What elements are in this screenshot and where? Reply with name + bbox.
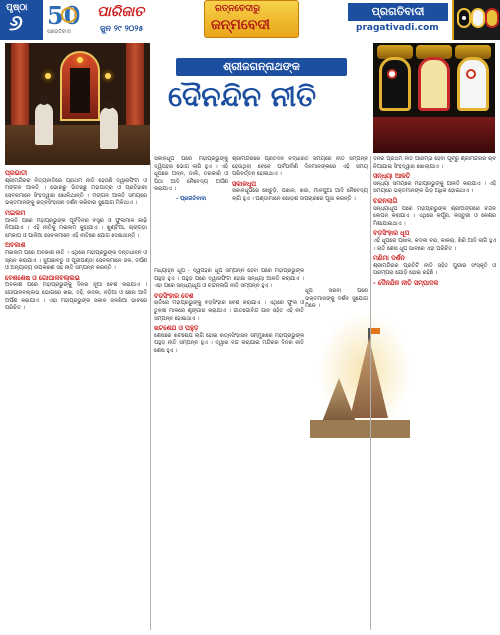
headline-kicker: ଶ୍ରୀଜଗନ୍ନାଥଙ୍କ (176, 58, 347, 76)
paragraph: ଶ୍ରୀମନ୍ଦିରର ନିତ୍ୟନୀତିରେ ପ୍ରଥମ ନୀତି ହେଉଛି ଦ୍ୱାରଫିଟା ଓ ମଙ୍ଗଳ ଆଳତି । ଭୋରରୁ ଭିତରଛୁ ମହାପାତ୍ର ଓ ପ୍ରତିହାରୀ ସେବକମାନେ ସିଂହଦ୍ୱାର ଖୋଲିଥାନ୍ତି । ମଙ୍ଗଳ ଆଳତି ସମୟରେ ଭକ୍ତମାନଙ୍କୁ ରତ୍ନସିଂହାସନ ଦର୍ଶନ କରିବାର ସୁଯୋଗ ମିଳିଥାଏ । (5, 177, 147, 207)
byline: - ଦୈନନ୍ଦିନ ନୀତି ସମ୍ପାଦକ (373, 278, 439, 287)
anniversary-logo (47, 2, 91, 38)
page-label: ପୃଷ୍ଠା (6, 3, 28, 13)
subheading: ପ୍ରଭାତୀ (5, 169, 28, 177)
page-number: ୬ (9, 11, 23, 36)
paragraph: ସନ୍ଧ୍ୟାଧୂପ ପରେ ମହାପ୍ରଭୁଙ୍କ ଶ୍ରୀଅଙ୍ଗରେ ଚନ୍ଦନ ଲେପନ କରାଯାଏ । ଏଥିରେ କର୍ପୂର, କସ୍ତୁରୀ ଓ କେଶର ମିଶାଯାଇଥାଏ । (373, 205, 496, 227)
deity-header-image (452, 0, 500, 40)
paragraph: ସନ୍ଧ୍ୟା ସମୟରେ ମହାପ୍ରଭୁଙ୍କୁ ଆଳତି କରାଯାଏ । ଏହି ସମୟରେ ଭକ୍ତମାନଙ୍କ ଭିଡ଼ ଅଧିକ ହୋଇଥାଏ । (373, 180, 496, 195)
temple-ritual-photo (5, 43, 150, 165)
article-column-3-bottom (305, 288, 368, 343)
subheading: ସକାଳଧୂପ (232, 179, 257, 188)
byline: - ପ୍ରଗତିବାଦୀ (175, 195, 206, 202)
article-column-2 (154, 268, 304, 630)
website-url[interactable]: pragativadi.com (356, 23, 439, 33)
paragraph: ଶ୍ରୀମନ୍ଦିରରେ ପ୍ରତିଦିନ ନିର୍ଦ୍ଧାରିତ ସମୟରେ ନୀତି ସମ୍ପନ୍ନ ହେଉଥିବା ବେଳେ ପର୍ବପର୍ବାଣି ଦିନମାନଙ୍କରେ ଏହି ସମୟ ପରିବର୍ତ୍ତନ ହୋଇଥାଏ । (232, 156, 368, 178)
subheading: ଚନ୍ଦନଲାଗି (373, 196, 398, 205)
brand-logo[interactable]: ପ୍ରଗତିବାଦୀ (348, 3, 448, 21)
subheading: ସନ୍ଧ୍ୟା ଆଳତି (373, 172, 411, 181)
banner-line2: ଜନ୍ମବେଦୀ (211, 17, 271, 33)
page-header (0, 0, 500, 40)
article-column-4 (373, 156, 496, 630)
issue-date: ଜୁନ ୨୯ ୨୦୨୫ (100, 24, 144, 33)
subheading: ମଣିମା ଦର୍ଶନ (373, 254, 405, 263)
subhadra-icon (485, 8, 499, 28)
paragraph: ଏହି ଧୂପରେ ପଖାଳ, କଦଳୀ ବରା, କାକରା, ଖିରି ଆଦି ଲାଗି ହୁଏ । ରାତି ଶେଷ ଧୂପ ଭାବରେ ଏହା ପରିଚିତ । (373, 237, 496, 252)
anniversary-number: 50 (47, 1, 81, 30)
paragraph: ମଇଲମ ପରେ ଅବକାଶ ନୀତି । ଏଥିରେ ମହାପ୍ରଭୁଙ୍କ ଦନ୍ତଧାବନ ଓ ସ୍ନାନ କରାଯାଏ । ସୁଆରବଡୁ ଓ ପୂଜାପଣ୍ଡା ସେବକମାନେ ଜଳ, ଦର୍ପଣ ଓ ଅନ୍ୟାନ୍ୟ ଉପକରଣ ସହ ନୀତି ସମ୍ପନ୍ନ କରନ୍ତି । (5, 249, 147, 272)
paragraph: ଆଳତି ପରେ ମହାପ୍ରଭୁଙ୍କ ପୂର୍ବଦିନର ବସ୍ତ୍ର ଓ ଫୁଲମାଳ କାଢ଼ି ନିଆଯାଏ । ଏହି ନୀତିକୁ ମଇଲମ କୁହାଯାଏ । ଖୁଣ୍ଟିଆ, ଚାଙ୍ଗଡ଼ା ମେକାପ ଓ ପାଳିଆ ସେବକମାନେ ଏହି ନୀତିରେ ଯୋଗ ଦେଇଥାନ୍ତି । (5, 217, 147, 239)
article-column-3 (232, 156, 368, 288)
anniversary-ring-icon (61, 7, 77, 23)
paragraph: ଶ୍ରୀମନ୍ଦିରର ପ୍ରତିଟି ନୀତି ସହିତ ପୁରୀର ସଂସ୍କୃତି ଓ ପରମ୍ପରା ଯୋଡ଼ି ହୋଇ ରହିଛି । (373, 262, 496, 277)
banner-line1: ରତ୍ନବେଦୀରୁ (215, 4, 261, 14)
page-number-box (0, 0, 43, 40)
jagannath-icon (457, 8, 471, 28)
paragraph: ସକାଳଧୂପ ପରେ ମହାପ୍ରଭୁଙ୍କୁ ଦ୍ୱିପହର ଭୋଗ ଲାଗି ହୁଏ । ଏହି ଧୂପରେ ଅନ୍ନ, ଡାଲି, ତରକାରି ଓ ପିଠା ଆଦି ନୈବେଦ୍ୟ ଅର୍ପଣ କରାଯାଏ । (154, 156, 228, 193)
anniversary-sub: ପ୍ରଗତିବାଦୀ (47, 29, 72, 35)
paragraph: ସକାଳଧୂପରେ ଖେଚୁଡ଼ି, ପଖାଳ, ଖଜା, ମାଳପୁଆ ଆଦି ନୈବେଦ୍ୟ ଲାଗି ହୁଏ । ପଣ୍ଡାମାନେ ଷୋଡ଼ଶ ଉପଚାରରେ ପୂଜା କରନ୍ତି । (232, 188, 368, 202)
paragraph: ରାତିରେ ମହାପ୍ରଭୁଙ୍କୁ ବଡ଼ସିଂହାର ବେଶ କରାଯାଏ । ଏଥିରେ ଫୁଲ ଓ ତୁଳସୀ ମାଳରେ ଶୃଙ୍ଗାର କରାଯାଏ । ଗୀତଗୋବିନ୍ଦ ଗାନ ସହିତ ଏହି ନୀତି ସମ୍ପନ୍ନ ହୋଇଥାଏ । (154, 300, 304, 322)
subheading: ଖଟଶେଯ ଓ ପହୁଡ଼ (154, 324, 199, 333)
article-column-2-top (154, 156, 228, 270)
paragraph: ଅବକାଶ ପରେ ମହାପ୍ରଭୁଙ୍କୁ ଦିନର ନୂଆ ବେଶ କରାଯାଏ । ଗୋପାଳବଲ୍ଲଭ ଭୋଗରେ ଖଇ, ଦହି, କଦଳୀ, ନଡ଼ିଆ ଓ ଛେନା ଆଦି ଅର୍ପଣ କରାଯାଏ । ଏହା ମହାପ୍ରଭୁଙ୍କ ସକାଳ ଜଳଖିଆ ଭାବରେ ପରିଚିତ । (5, 282, 147, 312)
article-column-1 (5, 168, 147, 630)
subheading: ମଇଲମ (5, 208, 26, 217)
paragraph: ଶେଷରେ ଖଟଶେଯ ଲାଗି ହୋଇ ରତ୍ନସିଂହାସନ ସମ୍ମୁଖରେ ମହାପ୍ରଭୁଙ୍କ ପହୁଡ଼ ନୀତି ସମ୍ପନ୍ନ ହୁଏ । ଦ୍ୱାର ବନ୍ଦ କରାଯାଇ ମନ୍ଦିରର ଦିନର ନୀତି ଶେଷ ହୁଏ । (154, 332, 304, 354)
subheading: ବଡ଼ସିଂହାର ଧୂପ (373, 229, 410, 238)
subheading: ବଡ଼ସିଂହାର ବେଶ (154, 291, 194, 300)
section-masthead: ପାରିଜାତ (97, 4, 145, 20)
paragraph: ଧୂପ ସରିବା ପରେ ଭକ୍ତମାନଙ୍କୁ ଦର୍ଶନ ସୁଯୋଗ ମିଳେ । (305, 288, 368, 310)
paragraph: ଦିନର ପ୍ରଥମ ନୀତି ଆରମ୍ଭ ହେବା ପୂର୍ବରୁ ଶ୍ରୀମନ୍ଦିରର ଚାବି ନିଆଯାଇ ସିଂହଦ୍ୱାର ଖୋଲାଯାଏ । (373, 156, 496, 170)
topic-banner (204, 0, 299, 38)
deity-photo (373, 43, 495, 153)
paragraph: ମଧ୍ୟାହ୍ନ ଧୂପ - ଦ୍ୱିପହର ଧୂପ ସମ୍ପନ୍ନ ହେବା ପରେ ମହାପ୍ରଭୁଙ୍କ ପହୁଡ଼ ହୁଏ । ପହୁଡ଼ ପରେ ଦ୍ୱାରଫିଟା ହୋଇ ସନ୍ଧ୍ୟା ଆଳତି କରାଯାଏ । ଏହା ପରେ ସନ୍ଧ୍ୟାଧୂପ ଓ ଚନ୍ଦନଲାଗି ନୀତି ସମ୍ପନ୍ନ ହୁଏ । (154, 268, 304, 290)
balabhadra-icon (471, 8, 485, 28)
subheading: ଅବକାଶ (5, 241, 26, 250)
subheading: ବେଶଶେଷ ଓ ଗୋପାଳବଲ୍ଲଭ (5, 273, 80, 282)
page-title: ଦୈନନ୍ଦିନ ନୀତି (168, 80, 317, 113)
